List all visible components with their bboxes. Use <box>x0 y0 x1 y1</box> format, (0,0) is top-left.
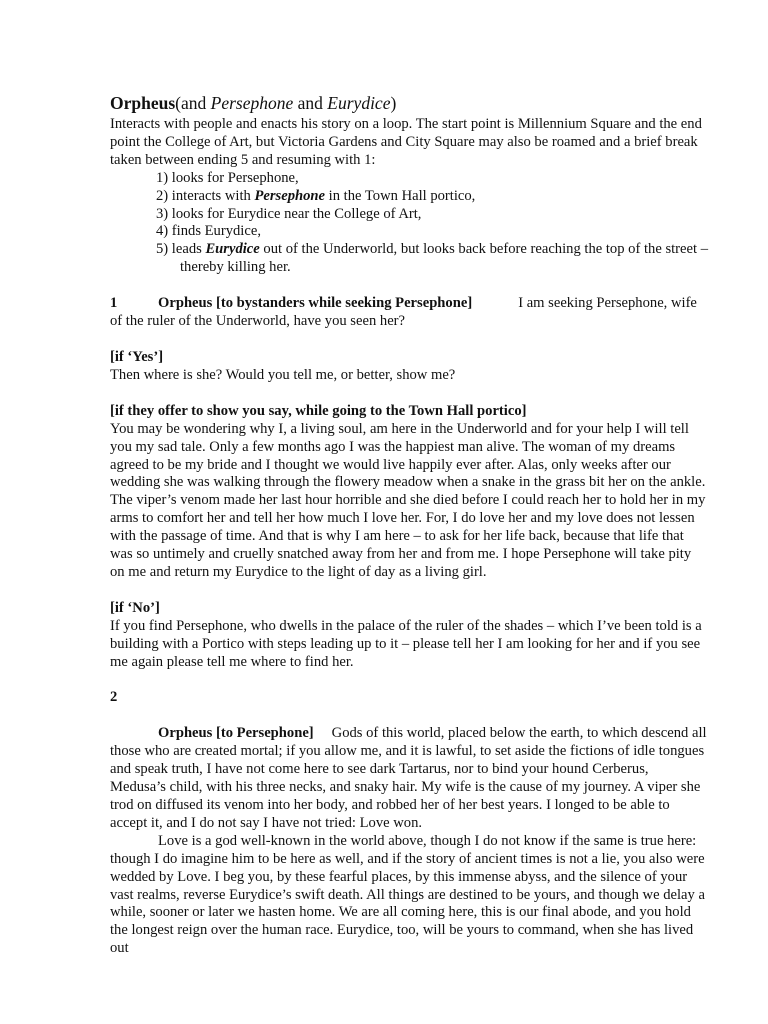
stage-item: 2) interacts with Persephone in the Town Hall portico, <box>156 187 476 204</box>
section-1-opening <box>110 295 708 331</box>
section-number: 2 <box>110 689 118 706</box>
section-2-para-1: Orpheus [to Persephone] Gods of this world, placed below the earth, to which descend all those who are created mortal; if you allow me, and it is lawful, to set aside the fictions of idle tongues and speak truth, I have not come here to see dark Tartarus, nor to bind your hound Cerberus, Medusa’s child, with his three necks, and snaky hair. My wife is the cause of my journey. A viper she trod on diffused its venom into her body, and robbed her of her best years. I longed to be able to accept it, and I do not say I have not tried: Love won. <box>110 725 707 831</box>
stage-direction-yes: [if ‘Yes’] <box>110 348 164 365</box>
section-2-para-2: Love is a god well-known in the world above, though I do not know if the same is true here: though I do imagine him to be here as well, and if the story of ancient times is not a lie, you also were wedded by Love. I beg you, by these fearful places, by this immense abyss, and the silence of your vast realms, reverse Eurydice’s swift death. All things are destined to be yours, and though we delay a while, sooner or later we hasten home. We are all coming here, this is our final abode, and you hold the longest reign over the human race. Eurydice, too, will be yours to command, when she has lived out <box>110 832 705 957</box>
title-persephone: Persephone <box>210 93 294 113</box>
stage-direction-offer: [if they offer to show you say, while going to the Town Hall portico] <box>110 402 527 419</box>
yes-response: Then where is she? Would you tell me, or better, show me? <box>110 366 456 383</box>
section-line: I am seeking Persephone, wife of the ruler of the Underworld, have you seen her? <box>110 295 697 330</box>
stage-direction-no: [if ‘No’] <box>110 599 160 616</box>
intro-paragraph: Interacts with people and enacts his story on a loop. The start point is Millennium Square and the end point the College of Art, but Victoria Gardens and City Square may also be roamed and a brief break taken between ending 5 and resuming with 1: <box>110 116 702 168</box>
offer-response: You may be wondering why I, a living soul, am here in the Underworld and for your help I will tell you my sad tale. Only a few months ago I was the happiest man alive. The woman of my dreams agreed to be my bride and I thought we would live happily ever after. Alas, only weeks after our wedding she was walking through the flowery meadow when a snake in the grass bit her on the ankle. The viper’s venom made her last hour horrible and she died before I could reach her to hold her in my arms to comfort her and tell her how much I love her. For, I do love her and my love does not lessen with the passage of time. And that is why I am here – to ask for her life back, because that life that was so untimely and cruelly snatched away from her and from me. I hope Persephone will take pity on me and return my Eurydice to the light of day as a living girl. <box>110 420 706 580</box>
section-heading: Orpheus [to bystanders while seeking Persephone] <box>158 295 473 312</box>
stage-item: 4) finds Eurydice, <box>156 223 261 240</box>
stage-list <box>110 170 708 277</box>
stage-item: 3) looks for Eurydice near the College of Art, <box>156 205 422 222</box>
title-eurydice: Eurydice <box>327 93 391 113</box>
title-name: Orpheus <box>110 93 176 113</box>
section-number: 1 <box>110 295 118 312</box>
stage-item: 1) looks for Persephone, <box>156 169 299 186</box>
no-response: If you find Persephone, who dwells in the palace of the ruler of the shades – which I’ve been told is a building with a Portico with steps leading up to it – please tell her I am looking for her and if you see me again please tell me where to find her. <box>110 617 702 670</box>
stage-item: 5) leads Eurydice out of the Underworld, but looks back before reaching the top of the street – thereby killing her. <box>156 241 708 276</box>
section-heading: Orpheus [to Persephone] <box>158 725 314 742</box>
document-title: Orpheus(and Persephone and Eurydice) <box>110 93 397 113</box>
